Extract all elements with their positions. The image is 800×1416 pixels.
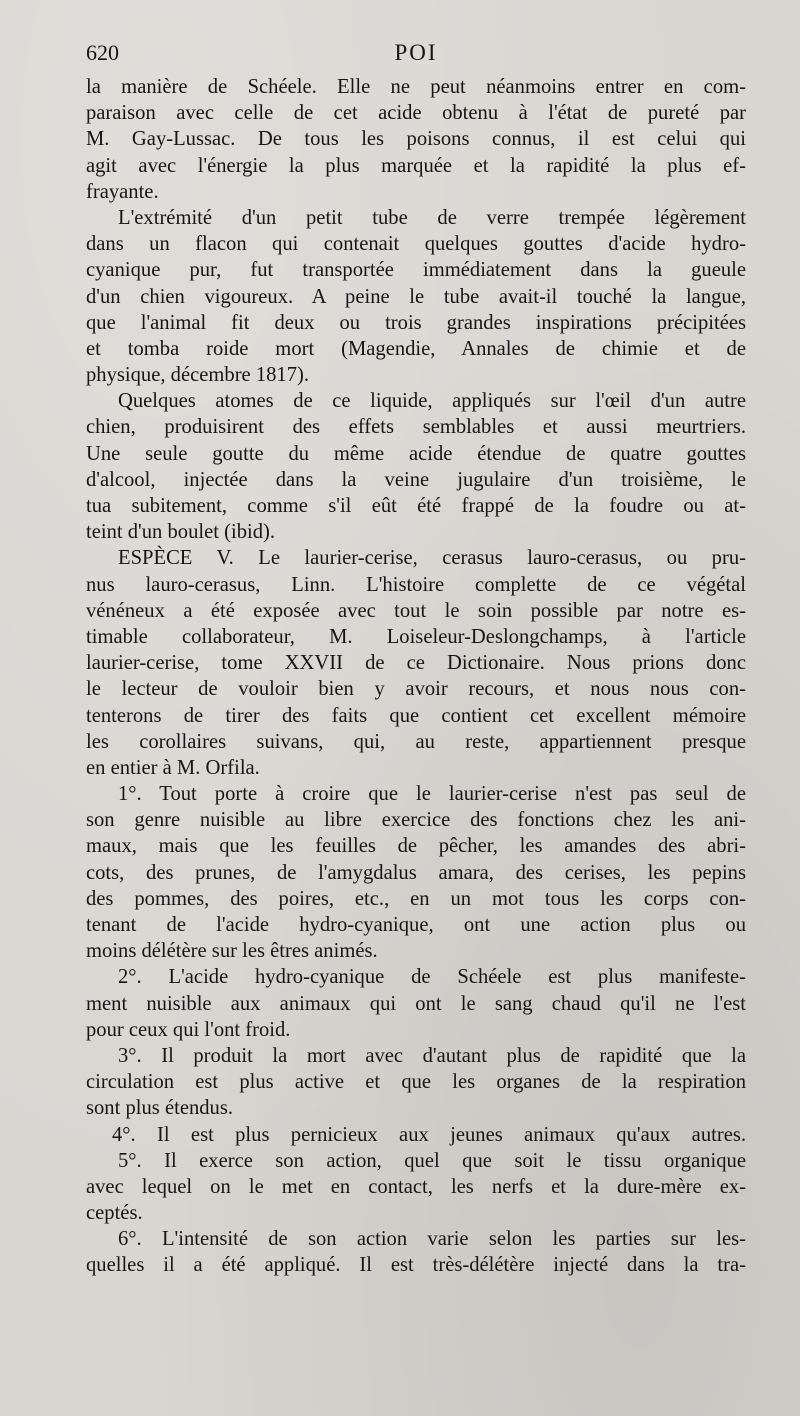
text-line: circulation est plus active et que les organes de la respiration [86, 1071, 746, 1094]
text-line: L'extrémité d'un petit tube de verre trempée légèrement [118, 206, 746, 229]
text-line: vénéneux a été exposée avec tout le soin possible par notre es- [86, 599, 746, 622]
page-header [86, 40, 746, 74]
text-line: et tomba roide mort (Magendie, Annales de chimie et de [86, 337, 746, 360]
body-text [86, 74, 746, 1279]
text-line: M. Gay-Lussac. De tous les poisons connus, il est celui qui [86, 128, 746, 151]
text-line: Quelques atomes de ce liquide, appliqués sur l'œil d'un autre [118, 390, 746, 413]
text-line: moins délétère sur les êtres animés. [86, 940, 378, 963]
text-line: timable collaborateur, M. Loiseleur-Deslongchamps, à l'article [86, 625, 746, 648]
text-line: ESPÈCE V. Le laurier-cerise, cerasus lauro-cerasus, ou pru- [118, 547, 746, 570]
text-line: que l'animal fit deux ou trois grandes inspirations précipitées [86, 311, 746, 334]
text-line: 3°. Il produit la mort avec d'autant plus de rapidité que la [118, 1044, 746, 1067]
text-line: quelles il a été appliqué. Il est très-délétère injecté dans la tra- [86, 1254, 746, 1277]
text-line: son genre nuisible au libre exercice des fonctions chez les ani- [86, 809, 746, 832]
page-number: 620 [86, 40, 119, 65]
text-line: en entier à M. Orfila. [86, 756, 260, 779]
text-line: chien, produisirent des effets semblables et aussi meurtriers. [86, 416, 746, 439]
text-line: cots, des prunes, de l'amygdalus amara, des cerises, les pepins [86, 861, 746, 884]
text-line: d'alcool, injectée dans la veine jugulaire d'un troisième, le [86, 468, 746, 491]
text-line: frayante. [86, 180, 159, 203]
text-line: physique, décembre 1817). [86, 364, 310, 387]
text-line: ceptés. [86, 1202, 143, 1225]
text-line: les corollaires suivans, qui, au reste, appartiennent presque [86, 730, 746, 753]
text-line: nus lauro-cerasus, Linn. L'histoire complette de ce végétal [86, 573, 746, 596]
text-line: d'un chien vigoureux. A peine le tube avait-il touché la langue, [86, 285, 746, 308]
text-line: 2°. L'acide hydro-cyanique de Schéele est plus manifeste- [118, 966, 746, 989]
text-line: cyanique pur, fut transportée immédiatement dans la gueule [86, 259, 746, 282]
text-line: Une seule goutte du même acide étendue de quatre gouttes [86, 442, 746, 465]
text-line: 5°. Il exerce son action, quel que soit le tissu organique [118, 1149, 746, 1172]
text-line: le lecteur de vouloir bien y avoir recours, et nous nous con- [86, 678, 746, 701]
text-line: avec lequel on le met en contact, les nerfs et la dure-mère ex- [86, 1175, 746, 1198]
text-line: des pommes, des poires, etc., en un mot tous les corps con- [86, 887, 746, 910]
text-line: dans un flacon qui contenait quelques gouttes d'acide hydro- [86, 233, 746, 256]
text-line: sont plus étendus. [86, 1097, 234, 1120]
running-head: POI [394, 40, 438, 65]
text-line: maux, mais que les feuilles de pêcher, les amandes des abri- [86, 835, 746, 858]
text-line: la manière de Schéele. Elle ne peut néanmoins entrer en com- [86, 76, 746, 98]
text-line: agit avec l'énergie la plus marquée et la rapidité la plus ef- [86, 154, 746, 177]
text-line: 4°. Il est plus pernicieux aux jeunes animaux qu'aux autres. [112, 1123, 746, 1146]
text-line: tua subitement, comme s'il eût été frappé de la foudre ou at- [86, 495, 746, 517]
text-line: paraison avec celle de cet acide obtenu à l'état de pureté par [86, 102, 746, 125]
text-line: laurier-cerise, tome XXVII de ce Dictionaire. Nous prions donc [86, 652, 746, 675]
text-line: teint d'un boulet (ibid). [86, 521, 276, 544]
text-line: tenant de l'acide hydro-cyanique, ont une action plus ou [86, 914, 746, 936]
text-line: 6°. L'intensité de son action varie selon les parties sur les- [118, 1228, 746, 1251]
text-line: 1°. Tout porte à croire que le laurier-cerise n'est pas seul de [118, 783, 746, 806]
text-line: pour ceux qui l'ont froid. [86, 1018, 291, 1041]
text-line: ment nuisible aux animaux qui ont le sang chaud qu'il ne l'est [86, 992, 746, 1015]
text-line: tenterons de tirer des faits que contient cet excellent mémoire [86, 704, 746, 727]
